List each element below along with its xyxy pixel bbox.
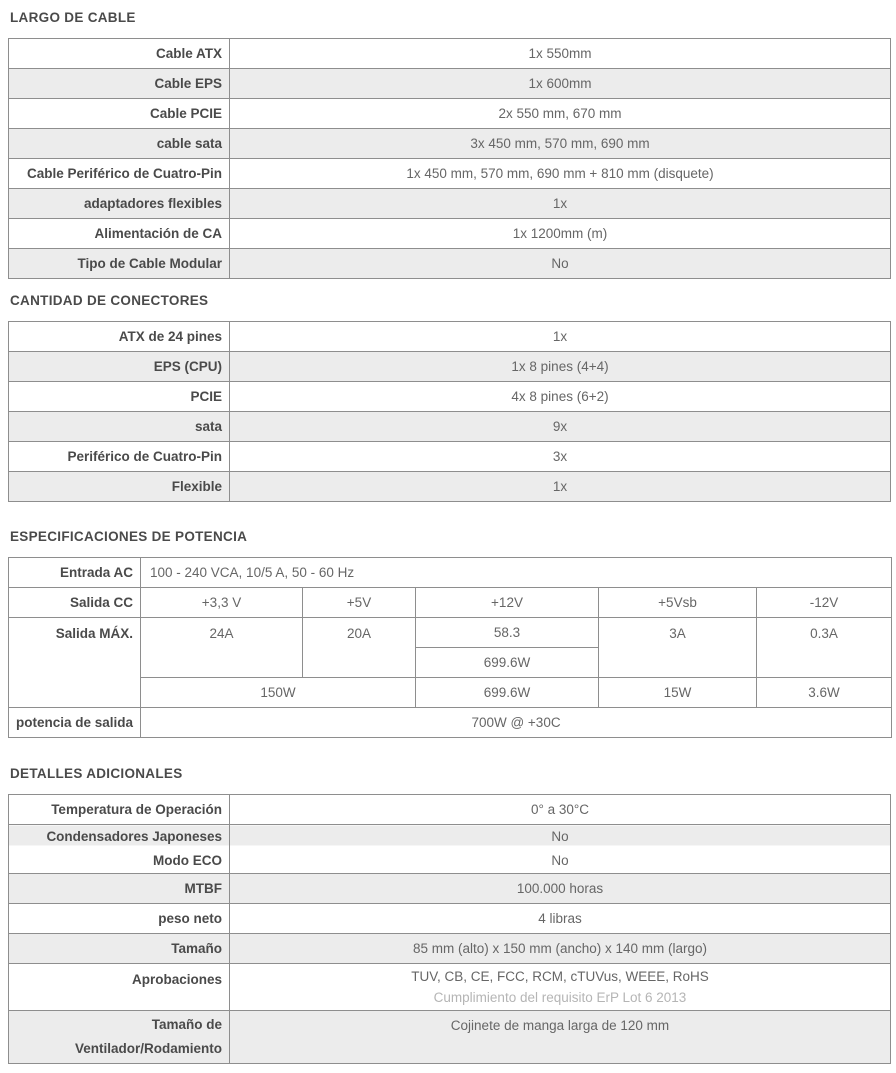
spec-label: Cable ATX — [9, 39, 230, 69]
spec-label: Cable PCIE — [9, 99, 230, 129]
spec-value: 700W @ +30C — [141, 708, 892, 738]
spec-value: 0° a 30°C — [230, 795, 891, 825]
rail-header: +12V — [416, 588, 599, 618]
table-row — [9, 382, 891, 412]
table-row — [9, 189, 891, 219]
spec-value: 1x 450 mm, 570 mm, 690 mm + 810 mm (disquete) — [230, 159, 891, 189]
max-amp-value: 20A — [303, 618, 416, 678]
spec-label: Aprobaciones — [9, 964, 230, 1011]
max-amp-value: 0.3A — [757, 618, 892, 678]
spec-label: MTBF — [9, 874, 230, 904]
spec-label: Periférico de Cuatro-Pin — [9, 442, 230, 472]
table-row — [9, 159, 891, 189]
table-row — [9, 39, 891, 69]
rail-header: +5Vsb — [599, 588, 757, 618]
table-row — [9, 678, 892, 708]
spec-value: 100.000 horas — [230, 874, 891, 904]
table-row — [9, 795, 891, 825]
spec-label: Salida CC — [9, 588, 141, 618]
section-title-power-specs: ESPECIFICACIONES DE POTENCIA — [10, 529, 248, 544]
max-amp-value: 3A — [599, 618, 757, 678]
spec-value: 3x 450 mm, 570 mm, 690 mm — [230, 129, 891, 159]
spec-value-line: No — [551, 853, 569, 868]
spec-value: 3x — [230, 442, 891, 472]
spec-label: Alimentación de CA — [9, 219, 230, 249]
spec-value: 1x 8 pines (4+4) — [230, 352, 891, 382]
spec-value: 4 libras — [230, 904, 891, 934]
table-row — [9, 322, 891, 352]
table-row — [9, 412, 891, 442]
table-row — [9, 825, 891, 874]
spec-label: ATX de 24 pines — [9, 322, 230, 352]
table-row — [9, 442, 891, 472]
table-row — [9, 69, 891, 99]
connector-count-table — [8, 321, 891, 502]
spec-label: Cable Periférico de Cuatro-Pin — [9, 159, 230, 189]
section-power-specs — [8, 529, 891, 738]
table-row — [9, 352, 891, 382]
table-row — [9, 708, 892, 738]
spec-value-line: TUV, CB, CE, FCC, RCM, cTUVus, WEEE, RoHS — [411, 969, 709, 984]
cable-length-table — [8, 38, 891, 279]
spec-value: 1x 550mm — [230, 39, 891, 69]
spec-value: 100 - 240 VCA, 10/5 A, 50 - 60 Hz — [141, 558, 892, 588]
spec-label-line: Ventilador/Rodamiento — [74, 1041, 222, 1056]
watt-value-12v-sub: 699.6W — [416, 648, 599, 678]
table-row — [9, 588, 892, 618]
spec-label-line: Condensadores Japoneses — [46, 829, 222, 844]
table-row — [9, 219, 891, 249]
power-specs-table — [8, 557, 892, 738]
spec-label: peso neto — [9, 904, 230, 934]
spec-value — [230, 964, 891, 1011]
table-row — [9, 1011, 891, 1064]
spec-label-line: Tamaño de — [151, 1017, 222, 1032]
section-title-additional-details: DETALLES ADICIONALES — [10, 766, 183, 781]
section-title-connector-count: CANTIDAD DE CONECTORES — [10, 293, 209, 308]
spec-value: 2x 550 mm, 670 mm — [230, 99, 891, 129]
spec-label: Tipo de Cable Modular — [9, 249, 230, 279]
spec-label — [9, 825, 230, 874]
spec-label-line: Modo ECO — [153, 853, 222, 868]
rail-header: -12V — [757, 588, 892, 618]
section-cable-length — [8, 10, 891, 279]
spec-label: Tamaño — [9, 934, 230, 964]
section-connector-count — [8, 293, 891, 502]
rail-header: +5V — [303, 588, 416, 618]
table-row — [9, 934, 891, 964]
spec-value: 1x — [230, 472, 891, 502]
additional-details-table — [8, 794, 891, 1064]
spec-label: Entrada AC — [9, 558, 141, 588]
watt-value-12v: 699.6W — [416, 678, 599, 708]
spec-label: cable sata — [9, 129, 230, 159]
spec-value: No — [230, 249, 891, 279]
spec-label: EPS (CPU) — [9, 352, 230, 382]
spec-value: 1x — [230, 189, 891, 219]
table-row — [9, 249, 891, 279]
spec-value-line-faded: Cumplimiento del requisito ErP Lot 6 2013 — [433, 990, 687, 1005]
watt-value-5vsb: 15W — [599, 678, 757, 708]
spec-value-line: No — [551, 829, 569, 844]
spec-value: 1x 1200mm (m) — [230, 219, 891, 249]
table-row — [9, 964, 891, 1011]
spec-label: PCIE — [9, 382, 230, 412]
max-amp-value: 24A — [141, 618, 303, 678]
watt-value-combined: 150W — [141, 678, 416, 708]
table-row — [9, 472, 891, 502]
table-row — [9, 904, 891, 934]
watt-value-neg12v: 3.6W — [757, 678, 892, 708]
rail-header: +3,3 V — [141, 588, 303, 618]
spec-label: Flexible — [9, 472, 230, 502]
max-amp-value: 58.3 — [416, 618, 599, 648]
spec-value: 9x — [230, 412, 891, 442]
table-row — [9, 874, 891, 904]
spec-value: 1x 600mm — [230, 69, 891, 99]
section-additional-details — [8, 766, 891, 1064]
spec-label: Salida MÁX. — [9, 618, 141, 708]
table-row — [9, 99, 891, 129]
spec-label: sata — [9, 412, 230, 442]
spec-label — [9, 1011, 230, 1064]
spec-value: Cojinete de manga larga de 120 mm — [230, 1011, 891, 1064]
table-row — [9, 129, 891, 159]
table-row — [9, 618, 892, 648]
spec-value — [230, 825, 891, 874]
spec-value: 4x 8 pines (6+2) — [230, 382, 891, 412]
spec-label: Cable EPS — [9, 69, 230, 99]
spec-label: potencia de salida — [9, 708, 141, 738]
section-title-cable-length: LARGO DE CABLE — [10, 10, 136, 25]
spec-value: 1x — [230, 322, 891, 352]
spec-value: 85 mm (alto) x 150 mm (ancho) x 140 mm (largo) — [230, 934, 891, 964]
spec-label: adaptadores flexibles — [9, 189, 230, 219]
spec-label: Temperatura de Operación — [9, 795, 230, 825]
table-row — [9, 558, 892, 588]
